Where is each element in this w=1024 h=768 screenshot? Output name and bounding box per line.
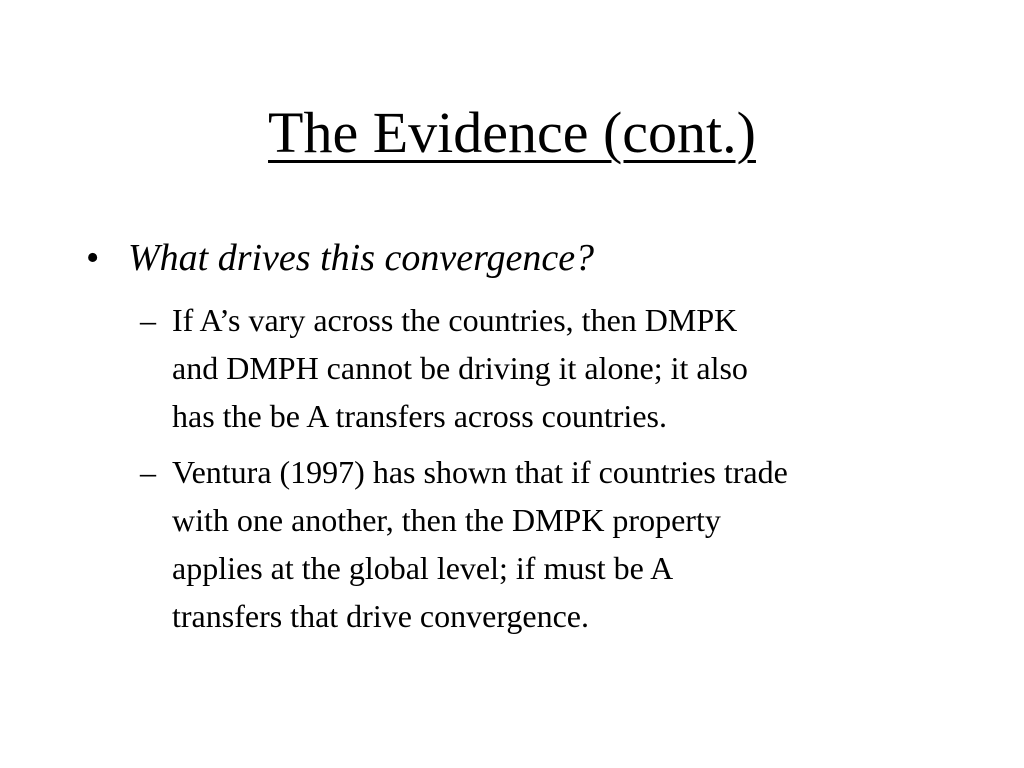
main-bullet xyxy=(86,233,594,283)
sub-bullet-1-line-3: has the be A transfers across countries. xyxy=(172,398,667,434)
sub-bullet-1-line-2: and DMPH cannot be driving it alone; it also xyxy=(172,350,748,386)
sub-bullet-2-marker: – xyxy=(140,454,156,490)
bullet-marker: • xyxy=(86,237,100,279)
slide-title xyxy=(0,98,1024,168)
sub-bullet-2 xyxy=(140,448,940,640)
sub-bullet-2-line-2: with one another, then the DMPK property xyxy=(172,502,721,538)
slide-title-text: The Evidence (cont.) xyxy=(268,100,756,165)
sub-bullet-1 xyxy=(140,296,940,440)
sub-bullet-1-line-1: If A’s vary across the countries, then DMPK xyxy=(172,302,738,338)
sub-bullet-2-line-3: applies at the global level; if must be A xyxy=(172,550,674,586)
sub-bullet-2-line-1: Ventura (1997) has shown that if countries trade xyxy=(172,454,788,490)
sub-bullet-2-line-4: transfers that drive convergence. xyxy=(172,598,589,634)
sub-bullet-1-marker: – xyxy=(140,302,156,338)
main-bullet-text: What drives this convergence? xyxy=(128,237,595,279)
